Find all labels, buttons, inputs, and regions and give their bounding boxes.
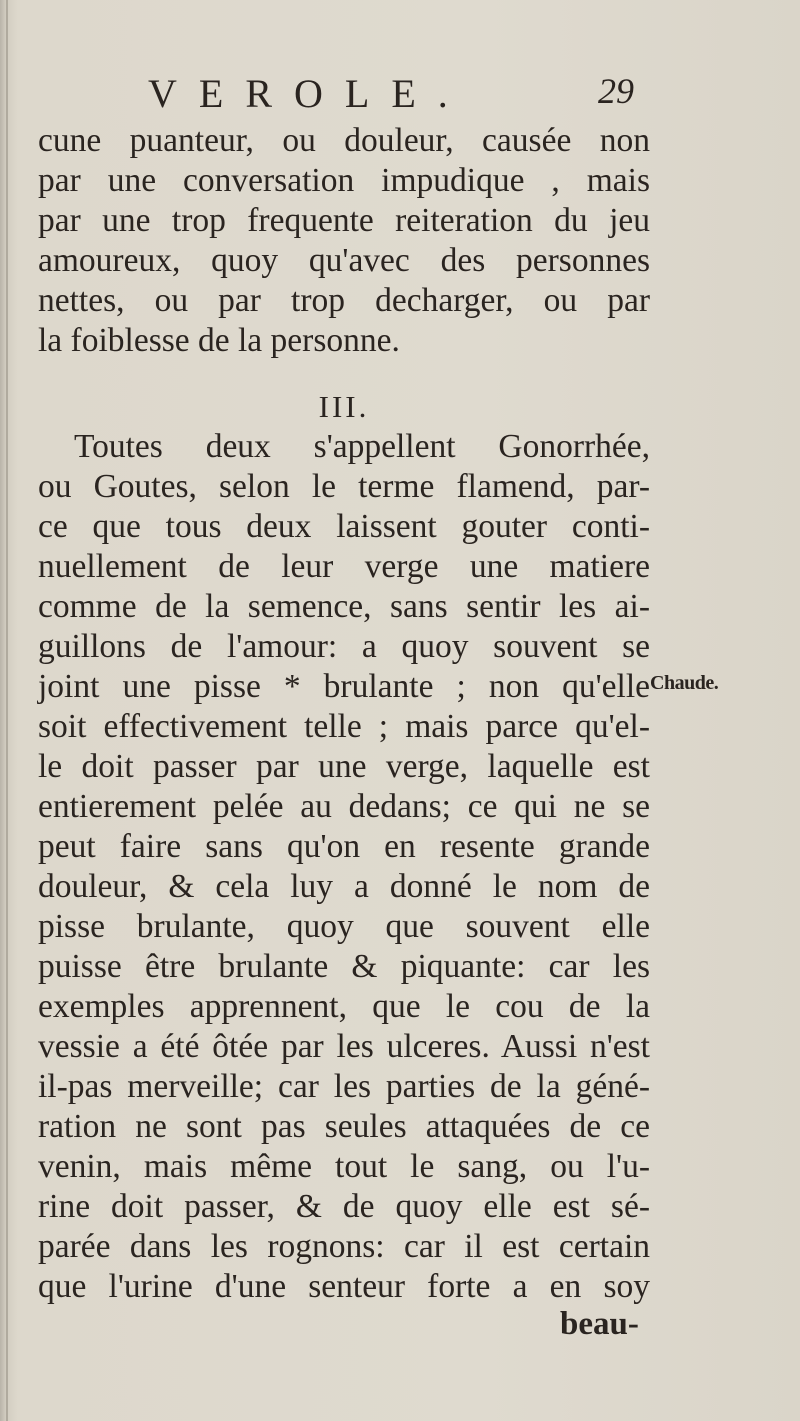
text-line: que l'urine d'une senteur forte a en soy [38, 1268, 650, 1305]
text-line: ration ne sont pas seules attaquées de ce [38, 1108, 650, 1145]
marginal-note: Chaude. [650, 672, 719, 694]
text-line: exemples apprennent, que le cou de la [38, 988, 650, 1025]
text-line: ou Goutes, selon le terme flamend, par- [38, 468, 650, 505]
text-line: par une trop frequente reiteration du jeu [38, 202, 650, 239]
text-line: le doit passer par une verge, laquelle est [38, 748, 650, 785]
page-header [0, 64, 800, 124]
catchword: beau- [560, 1306, 639, 1342]
text-line: guillons de l'amour: a quoy souvent se [38, 628, 650, 665]
text-line: rine doit passer, & de quoy elle est sé- [38, 1188, 650, 1225]
text-line: comme de la semence, sans sentir les ai- [38, 588, 650, 625]
text-line: pisse brulante, quoy que souvent elle [38, 908, 650, 945]
text-line: la foiblesse de la personne. [38, 322, 400, 359]
page-number: 29 [598, 71, 634, 111]
text-line: cune puanteur, ou douleur, causée non [38, 122, 650, 159]
page-gutter-edge [6, 0, 8, 1421]
text-line: peut faire sans qu'on en resente grande [38, 828, 650, 865]
text-line: vessie a été ôtée par les ulceres. Aussi n'est [38, 1028, 650, 1065]
page-bottom-margin [0, 1360, 800, 1421]
text-line: venin, mais même tout le sang, ou l'u- [38, 1148, 650, 1185]
running-head: VEROLE. [148, 71, 470, 116]
text-line: entierement pelée au dedans; ce qui ne se [38, 788, 650, 825]
section-heading: III. [318, 389, 370, 424]
text-line: ce que tous deux laissent gouter conti- [38, 508, 650, 545]
text-line: soit effectivement telle ; mais parce qu'el- [38, 708, 650, 745]
text-line: nettes, ou par trop decharger, ou par [38, 282, 650, 319]
text-line: par une conversation impudique , mais [38, 162, 650, 199]
text-line: il-pas merveille; car les parties de la géné- [38, 1068, 650, 1105]
text-line: amoureux, quoy qu'avec des personnes [38, 242, 650, 279]
text-line: Toutes deux s'appellent Gonorrhée, [74, 428, 650, 465]
text-line: parée dans les rognons: car il est certain [38, 1228, 650, 1265]
text-line: nuellement de leur verge une matiere [38, 548, 650, 585]
text-line: douleur, & cela luy a donné le nom de [38, 868, 650, 905]
text-line: joint une pisse * brulante ; non qu'elle [38, 668, 650, 705]
text-line: puisse être brulante & piquante: car les [38, 948, 650, 985]
